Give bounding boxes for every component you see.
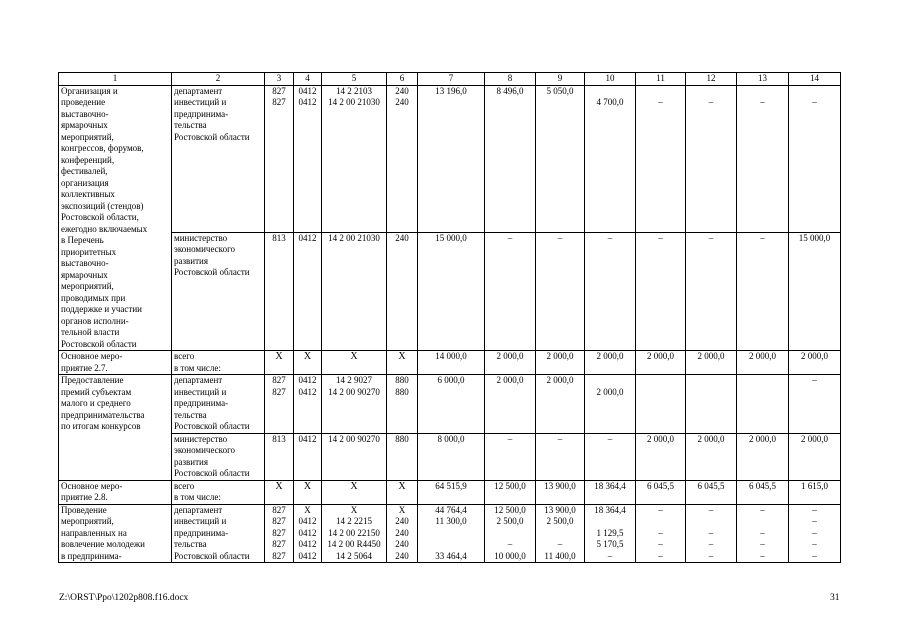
- col-type: 880: [387, 433, 418, 480]
- table-row: [59, 480, 841, 504]
- col-target: 14 2 2103 14 2 00 21030: [322, 85, 387, 232]
- header-cell: 11: [636, 73, 686, 86]
- col-amount-11: 2 000,0: [636, 351, 686, 375]
- col-amount-8: 12 500,0 2 500,0 – 10 000,0: [485, 504, 536, 563]
- activity-title: Основное меро- приятие 2.7.: [59, 351, 172, 375]
- col-gov: 827 827 827 827 827: [265, 504, 294, 563]
- col-target: Х: [322, 480, 387, 504]
- col-amount-10: –: [585, 433, 636, 480]
- col-type: Х: [387, 351, 418, 375]
- col-amount-9: –: [536, 232, 585, 350]
- col-amount-11: – – – –: [636, 504, 686, 563]
- col-amount-10: 2 000,0: [585, 375, 636, 434]
- table-row: [59, 504, 841, 563]
- header-cell: 4: [294, 73, 322, 86]
- col-amount-11: [636, 375, 686, 434]
- col-type: 240 240: [387, 85, 418, 232]
- table-row: [59, 232, 841, 350]
- col-amount-12: – – – –: [686, 504, 737, 563]
- activity-description: Проведение мероприятий, направленных на вовлечение молодежи в предпринима-: [59, 504, 172, 563]
- col-amount-13: 2 000,0: [737, 433, 789, 480]
- table-row: [59, 375, 841, 434]
- col-amount-14: –: [789, 375, 841, 434]
- col-amount-9: 2 000,0: [536, 351, 585, 375]
- col-amount-12: 6 045,5: [686, 480, 737, 504]
- col-amount-9: 13 900,0 2 500,0 – 11 400,0: [536, 504, 585, 563]
- col-amount-10: –: [585, 232, 636, 350]
- col-amount-8: –: [485, 232, 536, 350]
- header-cell: 14: [789, 73, 841, 86]
- col-amount-7: 64 515,9: [418, 480, 485, 504]
- col-type: 880 880: [387, 375, 418, 434]
- col-section: 0412: [294, 433, 322, 480]
- col-amount-12: 2 000,0: [686, 351, 737, 375]
- col-amount-8: 2 000,0: [485, 351, 536, 375]
- col-amount-13: –: [737, 232, 789, 350]
- col-amount-14: 15 000,0: [789, 232, 841, 350]
- col-amount-9: 5 050,0: [536, 85, 585, 232]
- footer-page-number: 31: [830, 593, 840, 603]
- header-cell: 9: [536, 73, 585, 86]
- col-amount-12: [686, 375, 737, 434]
- col-amount-11: 2 000,0: [636, 433, 686, 480]
- col-amount-10: 18 364,4: [585, 480, 636, 504]
- col-gov: 813: [265, 433, 294, 480]
- col-target: 14 2 00 90270: [322, 433, 387, 480]
- col-target: Х 14 2 2215 14 2 00 22150 14 2 00 R4450 14 2 5064: [322, 504, 387, 563]
- col-section: Х 0412 0412 0412 0412: [294, 504, 322, 563]
- table-row: [59, 351, 841, 375]
- col-amount-12: –: [686, 85, 737, 232]
- total-label: всего в том числе:: [172, 351, 265, 375]
- col-section: Х: [294, 351, 322, 375]
- col-amount-9: 2 000,0: [536, 375, 585, 434]
- col-amount-11: 6 045,5: [636, 480, 686, 504]
- header-cell: 2: [172, 73, 265, 86]
- header-cell: 3: [265, 73, 294, 86]
- total-label: всего в том числе:: [172, 480, 265, 504]
- col-amount-14: 2 000,0: [789, 351, 841, 375]
- header-cell: 8: [485, 73, 536, 86]
- header-cell: 10: [585, 73, 636, 86]
- col-amount-14: –: [789, 85, 841, 232]
- col-target: Х: [322, 351, 387, 375]
- col-type: Х: [387, 480, 418, 504]
- footer-file-path: Z:\ORST\Ppo\1202p808.f16.docx: [59, 593, 189, 603]
- col-amount-10: 18 364,4 1 129,5 5 170,5 –: [585, 504, 636, 563]
- department-name: министерство экономического развития Ростовской области: [172, 433, 265, 480]
- col-gov: 827 827: [265, 375, 294, 434]
- table-row: [59, 85, 841, 232]
- col-gov: 827 827: [265, 85, 294, 232]
- col-amount-13: 6 045,5: [737, 480, 789, 504]
- col-amount-9: –: [536, 433, 585, 480]
- header-row: [59, 73, 841, 86]
- col-amount-7: 15 000,0: [418, 232, 485, 350]
- department-name: департамент инвестиций и предпринима- тельства Ростовской области: [172, 504, 265, 563]
- col-amount-11: –: [636, 232, 686, 350]
- col-target: 14 2 9027 14 2 00 90270: [322, 375, 387, 434]
- col-amount-10: 4 700,0: [585, 85, 636, 232]
- header-cell: 5: [322, 73, 387, 86]
- col-amount-7: 8 000,0: [418, 433, 485, 480]
- col-amount-7: 14 000,0: [418, 351, 485, 375]
- col-amount-7: 13 196,0: [418, 85, 485, 232]
- col-amount-13: 2 000,0: [737, 351, 789, 375]
- col-gov: 813: [265, 232, 294, 350]
- col-section: Х: [294, 480, 322, 504]
- header-cell: 6: [387, 73, 418, 86]
- col-amount-12: –: [686, 232, 737, 350]
- header-cell: 13: [737, 73, 789, 86]
- department-name: министерство экономического развития Ростовской области: [172, 232, 265, 350]
- department-name: департамент инвестиций и предпринима- тельства Ростовской области: [172, 85, 265, 232]
- col-amount-7: 44 764,4 11 300,0 33 464,4: [418, 504, 485, 563]
- budget-table: [58, 72, 841, 563]
- table-row: [59, 433, 841, 480]
- activity-title: Основное меро- приятие 2.8.: [59, 480, 172, 504]
- col-type: Х 240 240 240 240: [387, 504, 418, 563]
- col-amount-7: 6 000,0: [418, 375, 485, 434]
- activity-description: Организация и проведение выставочно- ярмарочных мероприятий, конгрессов, форумов, конференций, фестивалей, организация коллективных экспозиций (стендов) Ростовской области, ежегодно включаемых в Перечень приоритетных выставочно- ярмарочных мероприятий, проводимых при поддержке и участии органов исполни- тельной власти Ростовской области: [59, 85, 172, 351]
- col-gov: Х: [265, 480, 294, 504]
- col-amount-14: 2 000,0: [789, 433, 841, 480]
- col-section: 0412 0412: [294, 85, 322, 232]
- activity-description: Предоставление премий субъектам малого и среднего предпринимательства по итогам конкурсов: [59, 375, 172, 481]
- col-amount-12: 2 000,0: [686, 433, 737, 480]
- col-section: 0412: [294, 232, 322, 350]
- col-amount-14: – – – – –: [789, 504, 841, 563]
- header-cell: 7: [418, 73, 485, 86]
- col-amount-10: 2 000,0: [585, 351, 636, 375]
- col-amount-8: –: [485, 433, 536, 480]
- col-amount-13: – – – –: [737, 504, 789, 563]
- col-section: 0412 0412: [294, 375, 322, 434]
- col-target: 14 2 00 21030: [322, 232, 387, 350]
- col-amount-8: 8 496,0: [485, 85, 536, 232]
- header-cell: 1: [59, 73, 172, 86]
- col-amount-8: 12 500,0: [485, 480, 536, 504]
- col-gov: Х: [265, 351, 294, 375]
- col-type: 240: [387, 232, 418, 350]
- col-amount-13: –: [737, 85, 789, 232]
- header-cell: 12: [686, 73, 737, 86]
- col-amount-11: –: [636, 85, 686, 232]
- department-name: департамент инвестиций и предпринима- тельства Ростовской области: [172, 375, 265, 434]
- col-amount-14: 1 615,0: [789, 480, 841, 504]
- col-amount-13: [737, 375, 789, 434]
- col-amount-9: 13 900,0: [536, 480, 585, 504]
- col-amount-8: 2 000,0: [485, 375, 536, 434]
